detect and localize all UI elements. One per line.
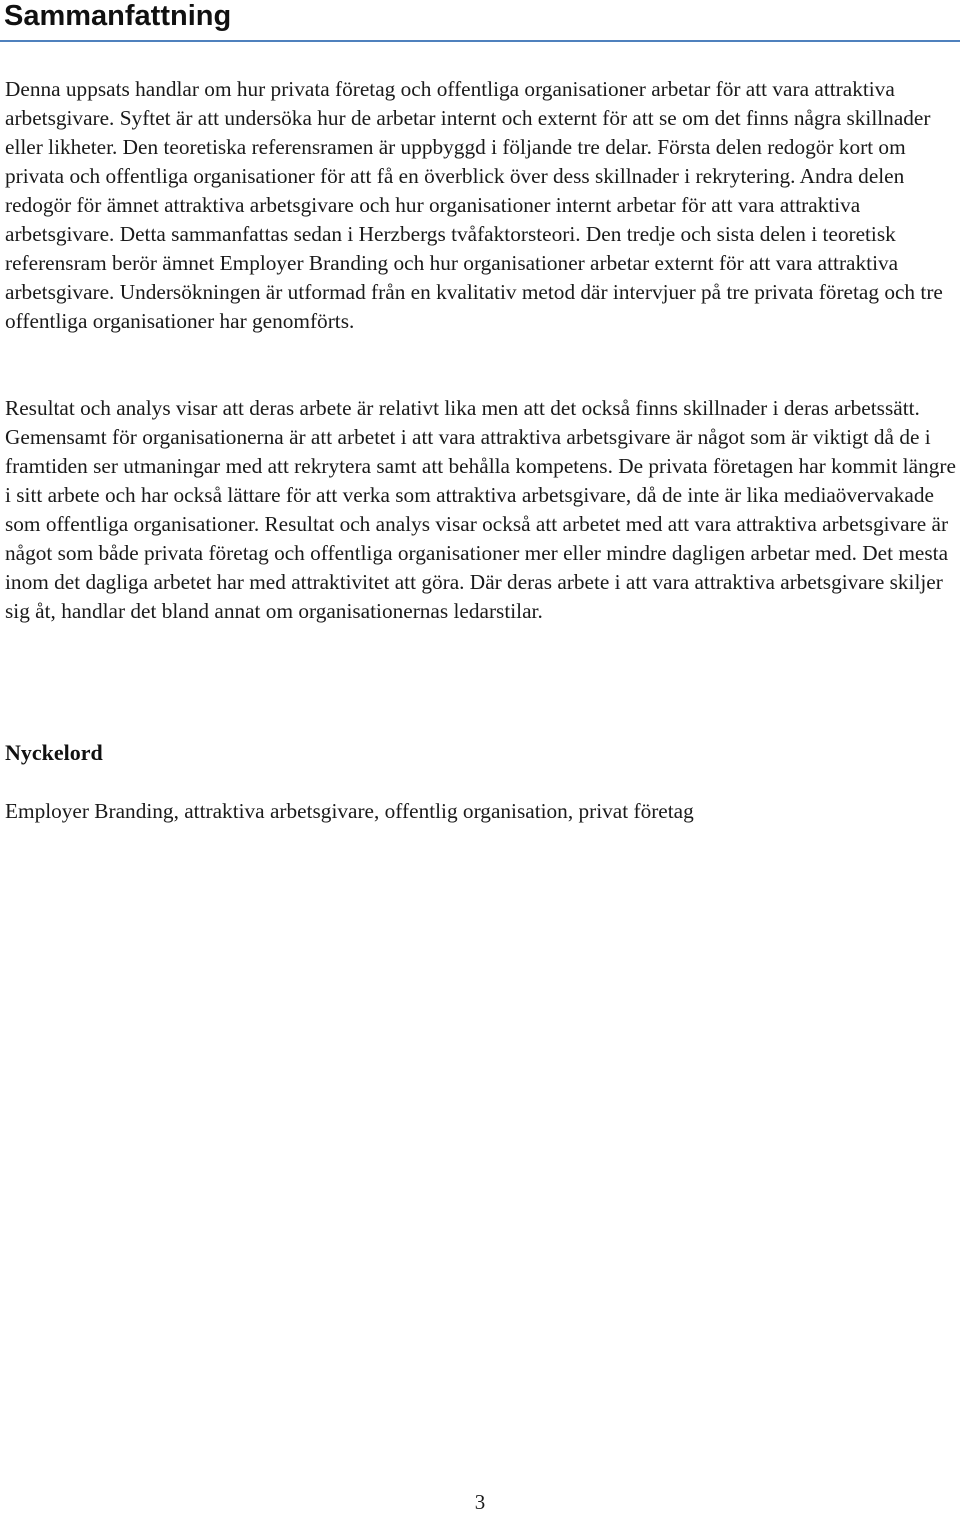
page-number: 3	[474, 1490, 486, 1514]
summary-paragraph-2: Resultat och analys visar att deras arbete är relativt lika men att det också finns skillnader i deras arbetssätt. Gemensamt för organisationerna är att arbetet i att vara attraktiva arbetsgivare är något som är viktigt då de i framtiden ser utmaningar med att rekrytera samt att behålla kompetens. De privata företagen har kommit längre i sitt arbete och har också lättare för att verka som attraktiva arbetsgivare, då de inte är lika mediaövervakade som offentliga organisationer. Resultat och analys visar också att arbetet med att vara attraktiva arbetsgivare är något som både privata företag och offentliga organisationer mer eller mindre dagligen arbetar med. Det mesta inom det dagliga arbetet har med attraktivitet att göra. Där deras arbete i att vara attraktiva arbetsgivare skiljer sig åt, handlar det bland annat om organisationernas ledarstilar.	[5, 396, 956, 623]
keywords-heading: Nyckelord	[5, 740, 103, 765]
summary-paragraph-1: Denna uppsats handlar om hur privata företag och offentliga organisationer arbetar för att vara attraktiva arbetsgivare. Syftet är att undersöka hur de arbetar internt och externt för att se om det finns några skillnader eller likheter. Den teoretiska referensramen är uppbyggd i följande tre delar. Första delen redogör kort om privata och offentliga organisationer för att få en överblick över dess skillnader i rekrytering. Andra delen redogör för ämnet attraktiva arbetsgivare och hur organisationer internt arbetar för att vara attraktiva arbetsgivare. Detta sammanfattas sedan i Herzbergs tvåfaktorsteori. Den tredje och sista delen i teoretisk referensram berör ämnet Employer Branding och hur organisationer arbetar externt för att vara attraktiva arbetsgivare. Undersökningen är utformad från en kvalitativ metod där intervjuer på tre privata företag och tre offentliga organisationer har genomförts.	[5, 77, 943, 333]
heading-underline-divider	[0, 40, 960, 42]
keywords-text: Employer Branding, attraktiva arbetsgivare, offentlig organisation, privat företag	[5, 799, 694, 823]
page-title: Sammanfattning	[4, 0, 232, 32]
